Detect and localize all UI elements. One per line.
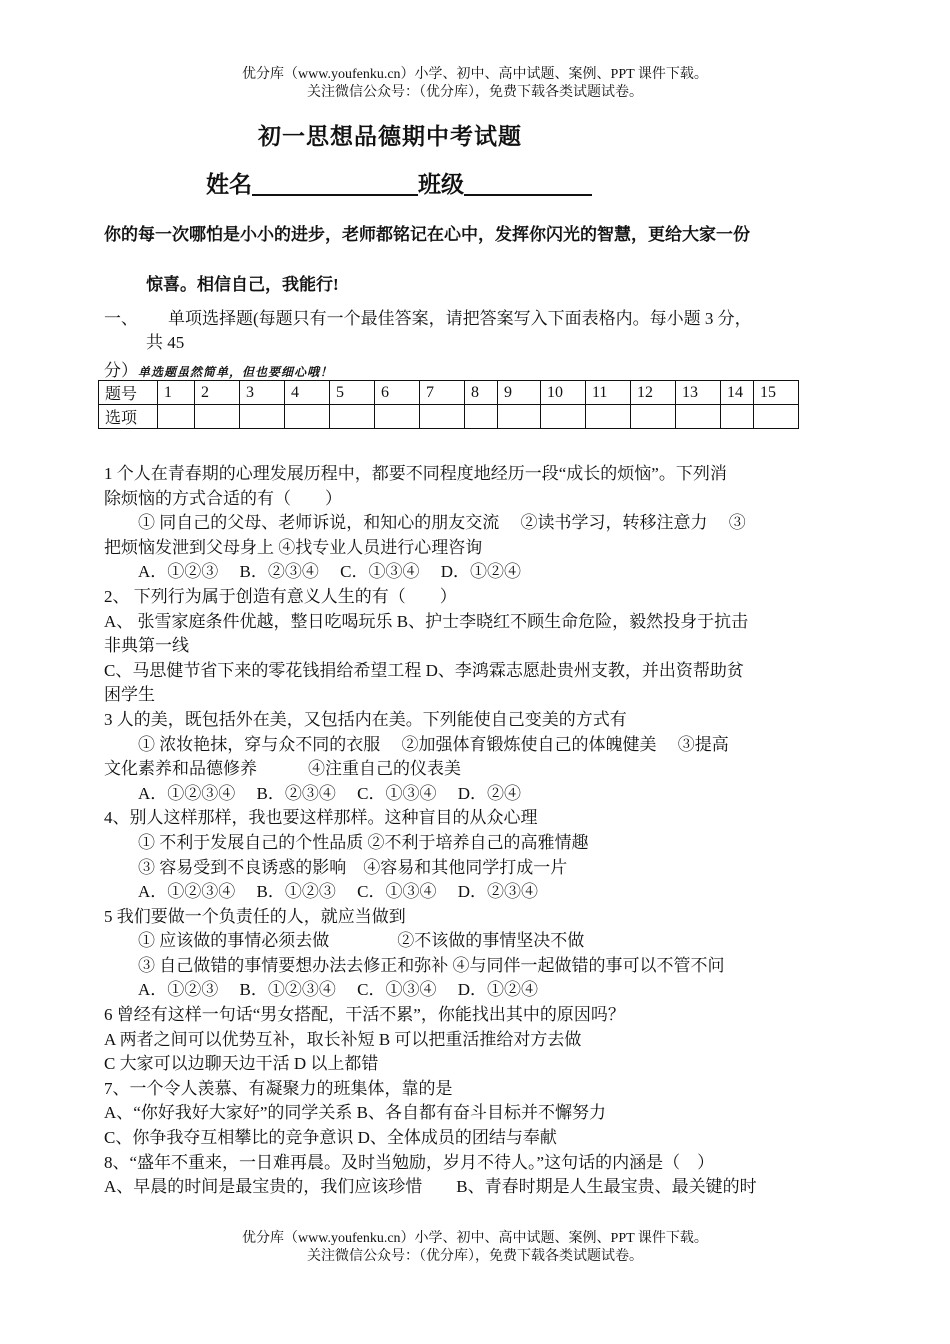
question-line: A、 张雪家庭条件优越，整日吃喝玩乐 B、护士李晓红不顾生命危险，毅然投身于抗击 xyxy=(104,611,749,631)
qnum-cell: 9 xyxy=(498,381,541,405)
section-slogan: 单选题虽然简单，但也要细心哦！ xyxy=(138,365,334,379)
question-line: A．①②③④ B．②③④ C．①③④ D．②④ xyxy=(104,783,521,803)
exam-title: 初一思想品德期中考试题 xyxy=(258,124,522,149)
answer-cell[interactable] xyxy=(420,405,465,429)
answer-cell[interactable] xyxy=(631,405,676,429)
answer-table-option-row xyxy=(99,405,799,429)
row-label-option: 选项 xyxy=(99,405,158,429)
qnum-cell: 2 xyxy=(195,381,240,405)
answer-cell[interactable] xyxy=(158,405,195,429)
question-line: ① 应该做的事情必须去做 ②不该做的事情坚决不做 xyxy=(104,931,585,951)
answer-cell[interactable] xyxy=(586,405,631,429)
question-line: 困学生 xyxy=(104,685,155,705)
class-label: 班级 xyxy=(418,172,464,197)
page-header xyxy=(0,66,950,102)
question-line: ① 不利于发展自己的个性品质 ②不利于培养自己的高雅情趣 xyxy=(104,832,589,852)
qnum-cell: 11 xyxy=(586,381,631,405)
section-instruction-cont: 共 45 xyxy=(146,333,185,352)
name-class-line xyxy=(206,166,592,199)
question-line: A、“你好我好大家好”的同学关系 B、各自都有奋斗目标并不懈努力 xyxy=(104,1103,606,1123)
question-line: 2、 下列行为属于创造有意义人生的有（ ） xyxy=(104,586,457,606)
answer-cell[interactable] xyxy=(240,405,285,429)
question-line: A．①②③④ B．①②③ C．①③④ D．②③④ xyxy=(104,882,538,902)
question-line: ③ 容易受到不良诱惑的影响 ④容易和其他同学打成一片 xyxy=(104,857,568,877)
section-instruction: 单项选择题(每题只有一个最佳答案，请把答案写入下面表格内。每小题 3 分， xyxy=(168,309,752,328)
qnum-cell: 12 xyxy=(631,381,676,405)
row-label-number: 题号 xyxy=(99,381,158,405)
name-label: 姓名 xyxy=(206,172,252,197)
header-line-2: 关注微信公众号：（优分库），免费下载各类试题试卷。 xyxy=(307,85,643,100)
section-points-end: 分） xyxy=(104,361,138,380)
question-line: C 大家可以边聊天边干活 D 以上都错 xyxy=(104,1054,379,1074)
question-line: A．①②③ B．②③④ C．①③④ D．①②④ xyxy=(104,562,521,582)
question-line: C、你争我夺互相攀比的竞争意识 D、全体成员的团结与奉献 xyxy=(104,1128,557,1148)
qnum-cell: 8 xyxy=(465,381,498,405)
answer-cell[interactable] xyxy=(465,405,498,429)
answer-table xyxy=(98,380,799,429)
page-footer xyxy=(0,1230,950,1266)
qnum-cell: 5 xyxy=(330,381,375,405)
question-line: 除烦恼的方式合适的有（ ） xyxy=(104,488,342,508)
answer-table-number-row xyxy=(99,381,799,405)
section-number: 一、 xyxy=(104,309,138,328)
answer-cell[interactable] xyxy=(721,405,754,429)
qnum-cell: 13 xyxy=(676,381,721,405)
qnum-cell: 4 xyxy=(285,381,330,405)
answer-cell[interactable] xyxy=(498,405,541,429)
question-line: A．①②③ B．①②③④ C．①③④ D．①②④ xyxy=(104,980,538,1000)
question-line: 7、一个令人羡慕、有凝聚力的班集体，靠的是 xyxy=(104,1078,453,1098)
class-blank[interactable] xyxy=(464,170,592,196)
header-line-1: 优分库（www.youfenku.cn）小学、初中、高中试题、案例、PPT 课件下载。 xyxy=(242,67,708,82)
question-line: C、马思健节省下来的零花钱捐给希望工程 D、李鸿霖志愿赴贵州支教，并出资帮助贫 xyxy=(104,660,744,680)
answer-cell[interactable] xyxy=(754,405,799,429)
question-line: 6 曾经有这样一句话“男女搭配，干活不累”，你能找出其中的原因吗？ xyxy=(104,1005,625,1025)
question-line: ① 同自己的父母、老师诉说，和知心的朋友交流 ②读书学习，转移注意力 ③ xyxy=(104,513,746,533)
qnum-cell: 10 xyxy=(541,381,586,405)
question-line: 8、“盛年不重来，一日难再晨。及时当勉励，岁月不待人。”这句话的内涵是（ ） xyxy=(104,1152,715,1172)
footer-line-1: 优分库（www.youfenku.cn）小学、初中、高中试题、案例、PPT 课件下载。 xyxy=(242,1231,708,1246)
qnum-cell: 7 xyxy=(420,381,465,405)
answer-cell[interactable] xyxy=(195,405,240,429)
name-blank[interactable] xyxy=(252,170,418,196)
qnum-cell: 6 xyxy=(375,381,420,405)
section-points-line xyxy=(104,356,333,381)
question-line: A、早晨的时间是最宝贵的，我们应该珍惜 B、青春时期是人生最宝贵、最关键的时 xyxy=(104,1177,757,1197)
question-line: 文化素养和品德修养 ④注重自己的仪表美 xyxy=(104,759,461,779)
question-line: ③ 自己做错的事情要想办法去修正和弥补 ④与同伴一起做错的事可以不管不问 xyxy=(104,955,725,975)
qnum-cell: 15 xyxy=(754,381,799,405)
encouragement-line-1: 你的每一次哪怕是小小的进步，老师都铭记在心中，发挥你闪光的智慧，更给大家一份 xyxy=(104,225,750,244)
qnum-cell: 1 xyxy=(158,381,195,405)
question-line: 4、别人这样那样，我也要这样那样。这种盲目的从众心理 xyxy=(104,808,538,828)
qnum-cell: 14 xyxy=(721,381,754,405)
question-line: 5 我们要做一个负责任的人，就应当做到 xyxy=(104,906,406,926)
answer-cell[interactable] xyxy=(541,405,586,429)
question-line: 把烦恼发泄到父母身上 ④找专业人员进行心理咨询 xyxy=(104,537,483,557)
answer-cell[interactable] xyxy=(375,405,420,429)
question-line: 1 个人在青春期的心理发展历程中，都要不同程度地经历一段“成长的烦恼”。下列消 xyxy=(104,464,727,483)
answer-cell[interactable] xyxy=(676,405,721,429)
question-line: 非典第一线 xyxy=(104,636,189,656)
qnum-cell: 3 xyxy=(240,381,285,405)
answer-cell[interactable] xyxy=(285,405,330,429)
question-line: A 两者之间可以优势互补，取长补短 B 可以把重活推给对方去做 xyxy=(104,1029,582,1049)
question-line: 3 人的美，既包括外在美，又包括内在美。下列能使自己变美的方式有 xyxy=(104,709,627,729)
questions-body xyxy=(104,462,844,1200)
answer-cell[interactable] xyxy=(330,405,375,429)
encouragement-line-2: 惊喜。相信自己，我能行! xyxy=(146,275,339,294)
question-line: ① 浓妆艳抹，穿与众不同的衣服 ②加强体育锻炼使自己的体魄健美 ③提高 xyxy=(104,734,729,754)
footer-line-2: 关注微信公众号：（优分库），免费下载各类试题试卷。 xyxy=(307,1249,643,1264)
